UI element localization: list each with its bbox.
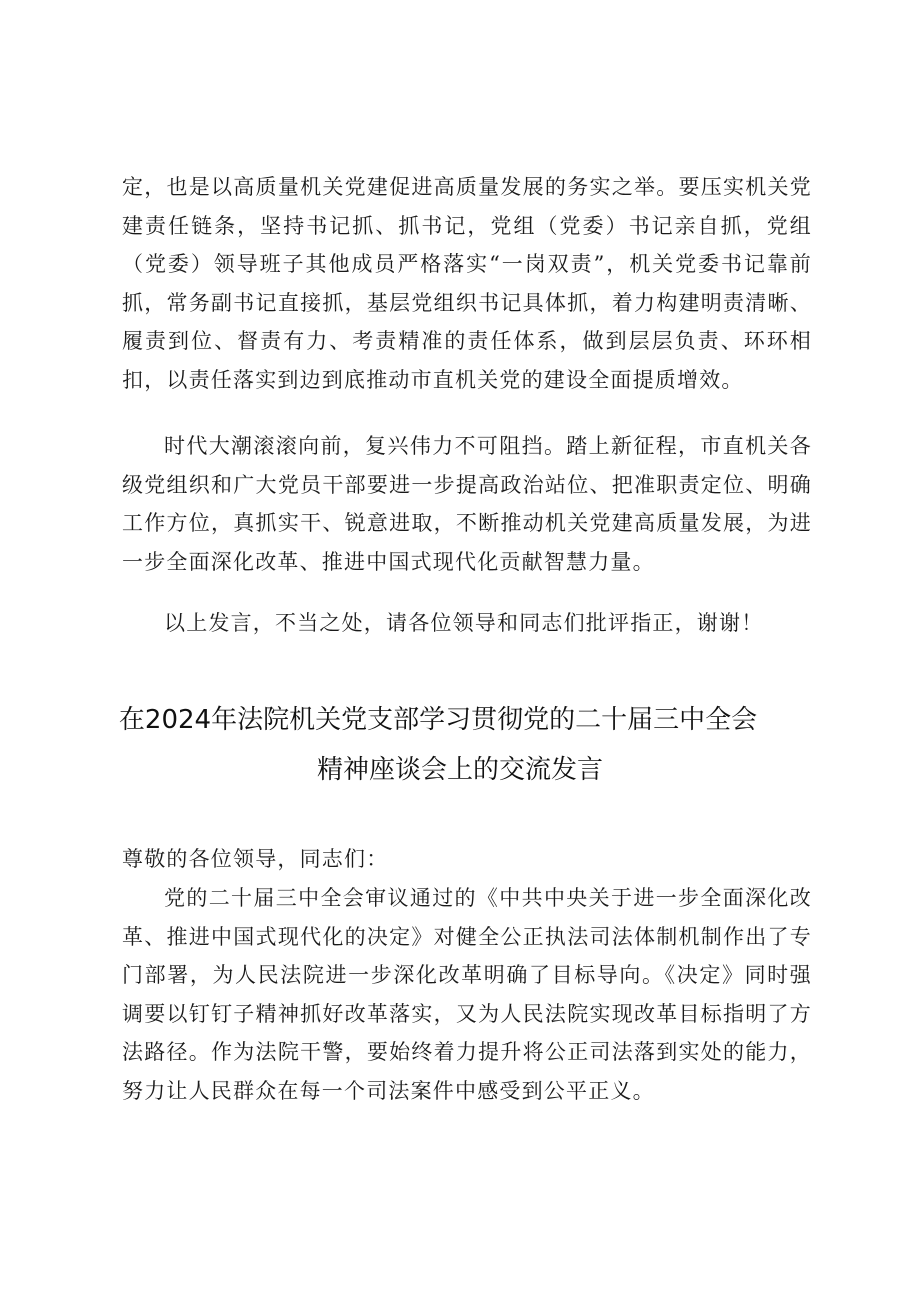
salutation-text: 尊敬的各位领导，同志们： xyxy=(122,847,389,871)
paragraph-text: 党的二十届三中全会审议通过的《中共中央关于进一步全面深化改革、推进中国式现代化的决定》对健全公正执法司法体制机制作出了专门部署，为人民法院进一步深化改革明确了目标导向。《决定》同时强调要以钉钉子精神抓好改革落实，又为人民法院实现改革目标指明了方法路径。作为法院干警，要始终着力提升将公正司法落到实处的能力，努力让人民群众在每一个司法案件中感受到公平正义。 xyxy=(122,886,812,1103)
speech-title-line-2: 精神座谈会上的交流发言 xyxy=(316,755,603,785)
paragraph-text: 时代大潮滚滚向前，复兴伟力不可阻挡。踏上新征程，市直机关各级党组织和广大党员干部要进一步提高政治站位、把准职责定位、明确工作方位，真抓实干、锐意进取，不断推动机关党建高质量发展，为进一步全面深化改革、推进中国式现代化贡献智慧力量。 xyxy=(122,434,812,574)
paragraph-text: 以上发言，不当之处，请各位领导和同志们批评指正，谢谢！ xyxy=(164,611,764,635)
body-paragraph-decision xyxy=(122,879,812,1111)
salutation xyxy=(122,840,812,879)
speech-title-line-1: 在2024年法院机关党支部学习贯彻党的二十届三中全会 xyxy=(118,705,758,735)
paragraph-text: 定，也是以高质量机关党建促进高质量发展的务实之举。要压实机关党建责任链条，坚持书记抓、抓书记，党组（党委）书记亲自抓，党组（党委）领导班子其他成员严格落实“一岗双责”，机关党委书记靠前抓，常务副书记直接抓，基层党组织书记具体抓，着力构建明责清晰、履责到位、督责有力、考责精准的责任体系，做到层层负责、环环相扣，以责任落实到边到底推动市直机关党的建设全面提质增效。 xyxy=(122,175,812,392)
body-paragraph-continued xyxy=(122,168,812,400)
body-paragraph-era xyxy=(122,427,812,581)
closing-remark xyxy=(122,604,812,643)
